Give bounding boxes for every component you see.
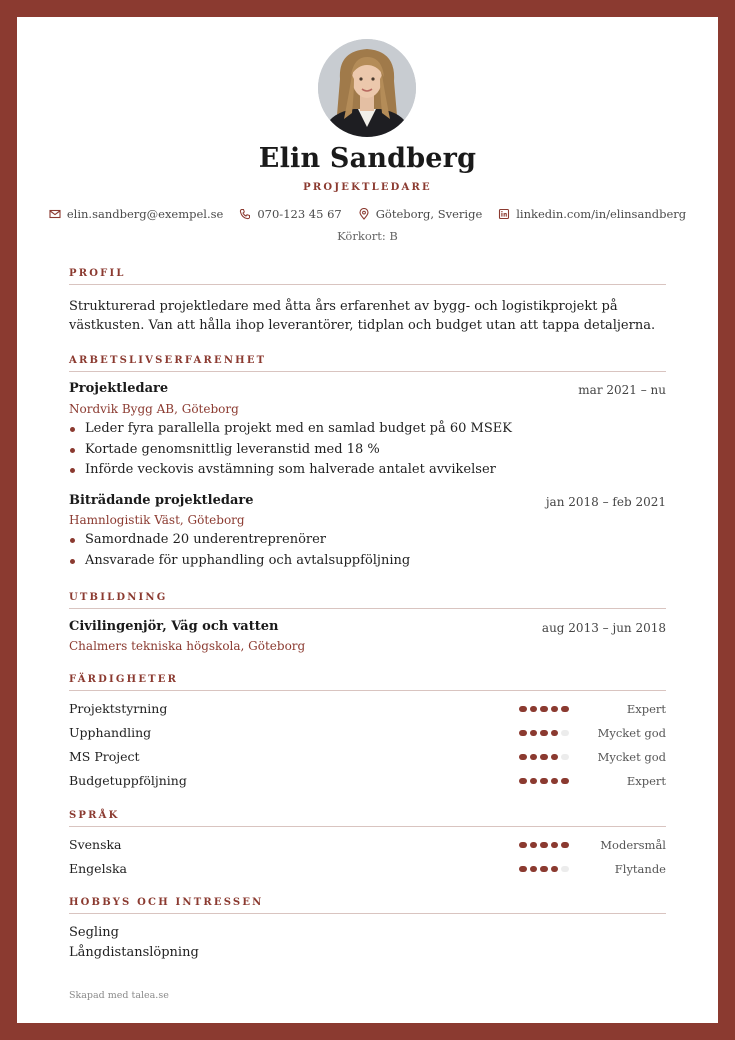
candidate-role: PROJEKTLEDARE xyxy=(303,182,432,193)
rating-dot xyxy=(530,778,538,784)
rating-dot xyxy=(519,706,527,712)
rating-dot xyxy=(561,730,569,736)
rating-dot xyxy=(561,866,569,872)
rating-dot xyxy=(551,842,559,848)
rating-dot xyxy=(561,706,569,712)
job-employer: Hamnlogistik Väst, Göteborg xyxy=(69,513,245,527)
skill-rating xyxy=(519,730,569,736)
rating-dot xyxy=(551,754,559,760)
rating-dot xyxy=(561,842,569,848)
candidate-name: Elin Sandberg xyxy=(258,143,477,174)
rating-dot xyxy=(519,778,527,784)
job-bullet: Leder fyra parallella projekt med en samlad budget på 60 MSEK xyxy=(69,419,666,440)
language-rating xyxy=(519,866,569,872)
language-name: Svenska xyxy=(69,837,122,852)
job-bullet: Kortade genomsnittlig leveranstid med 18 % xyxy=(69,440,666,461)
skill-rating xyxy=(519,754,569,760)
job-bullets xyxy=(69,419,666,481)
rating-dot xyxy=(540,842,548,848)
rating-dot xyxy=(530,730,538,736)
location-text: Göteborg, Sverige xyxy=(375,207,483,221)
job-title: Biträdande projektledare xyxy=(69,493,254,508)
rating-dot xyxy=(551,706,559,712)
resume-page xyxy=(17,17,718,1023)
rating-dot xyxy=(530,842,538,848)
rating-dot xyxy=(540,754,548,760)
hobby-item: Segling xyxy=(69,925,119,940)
hobby-item: Långdistanslöpning xyxy=(69,945,199,960)
job-dates: jan 2018 – feb 2021 xyxy=(545,495,666,509)
language-level: Modersmål xyxy=(600,838,666,852)
skill-level: Expert xyxy=(626,774,666,788)
rating-dot xyxy=(551,778,559,784)
section-title-hobbies: HOBBYS OCH INTRESSEN xyxy=(69,897,666,914)
rating-dot xyxy=(551,730,559,736)
education-dates: aug 2013 – jun 2018 xyxy=(541,621,666,635)
job-title: Projektledare xyxy=(69,381,169,396)
rating-dot xyxy=(551,866,559,872)
skill-level: Expert xyxy=(626,702,666,716)
skill-name: MS Project xyxy=(69,749,140,764)
rating-dot xyxy=(561,754,569,760)
linkedin-text: linkedin.com/in/elinsandberg xyxy=(516,207,687,221)
rating-dot xyxy=(519,754,527,760)
language-name: Engelska xyxy=(69,861,128,876)
language-level: Flytande xyxy=(614,862,666,876)
job-employer: Nordvik Bygg AB, Göteborg xyxy=(69,402,239,416)
skill-row xyxy=(69,725,666,743)
section-title-education: UTBILDNING xyxy=(69,592,666,609)
rating-dot xyxy=(540,706,548,712)
language-rating xyxy=(519,842,569,848)
skill-rating xyxy=(519,778,569,784)
job-dates: mar 2021 – nu xyxy=(578,383,666,397)
contact-email[interactable] xyxy=(49,207,224,221)
rating-dot xyxy=(540,866,548,872)
education-school: Chalmers tekniska högskola, Göteborg xyxy=(69,639,306,653)
skill-name: Budgetuppföljning xyxy=(69,773,187,788)
section-title-skills: FÄRDIGHETER xyxy=(69,674,666,691)
skill-name: Projektstyrning xyxy=(69,701,168,716)
rating-dot xyxy=(540,730,548,736)
education-title: Civilingenjör, Väg och vatten xyxy=(69,619,279,634)
profile-text: Strukturerad projektledare med åtta års erfarenhet av bygg- och logistikprojekt på västkusten. Van att hålla ihop leverantörer, tidplan och budget utan att tappa detaljerna. xyxy=(69,299,656,333)
section-title-experience: ARBETSLIVSERFARENHET xyxy=(69,355,666,372)
skill-level: Mycket god xyxy=(597,726,666,740)
portrait-photo xyxy=(318,39,416,137)
skill-rating xyxy=(519,706,569,712)
drivers-license: Körkort: B xyxy=(337,229,398,243)
skill-row xyxy=(69,749,666,767)
location-pin-icon xyxy=(358,208,370,220)
skill-row xyxy=(69,701,666,719)
rating-dot xyxy=(519,866,527,872)
rating-dot xyxy=(519,730,527,736)
language-row xyxy=(69,837,666,855)
language-row xyxy=(69,861,666,879)
section-title-languages: SPRÅK xyxy=(69,810,666,827)
email-text: elin.sandberg@exempel.se xyxy=(66,207,224,221)
skill-row xyxy=(69,773,666,791)
avatar xyxy=(318,39,416,137)
rating-dot xyxy=(530,754,538,760)
job-bullet: Införde veckovis avstämning som halverade antalet avvikelser xyxy=(69,460,666,481)
section-title-profile: PROFIL xyxy=(69,268,666,285)
linkedin-icon xyxy=(498,208,510,220)
rating-dot xyxy=(530,706,538,712)
rating-dot xyxy=(519,842,527,848)
contact-phone[interactable] xyxy=(239,207,341,221)
rating-dot xyxy=(540,778,548,784)
rating-dot xyxy=(561,778,569,784)
contact-linkedin[interactable] xyxy=(498,207,686,221)
contact-location xyxy=(358,207,483,221)
job-bullet: Ansvarade för upphandling och avtalsuppföljning xyxy=(69,551,666,572)
phone-icon xyxy=(239,208,251,220)
footer-credit: Skapad med talea.se xyxy=(69,990,169,1001)
contact-row xyxy=(17,207,718,221)
rating-dot xyxy=(530,866,538,872)
job-bullets xyxy=(69,530,666,571)
job-bullet: Samordnade 20 underentreprenörer xyxy=(69,530,666,551)
phone-text: 070-123 45 67 xyxy=(257,207,342,221)
skill-name: Upphandling xyxy=(69,725,152,740)
skill-level: Mycket god xyxy=(597,750,666,764)
mail-icon xyxy=(49,208,61,220)
